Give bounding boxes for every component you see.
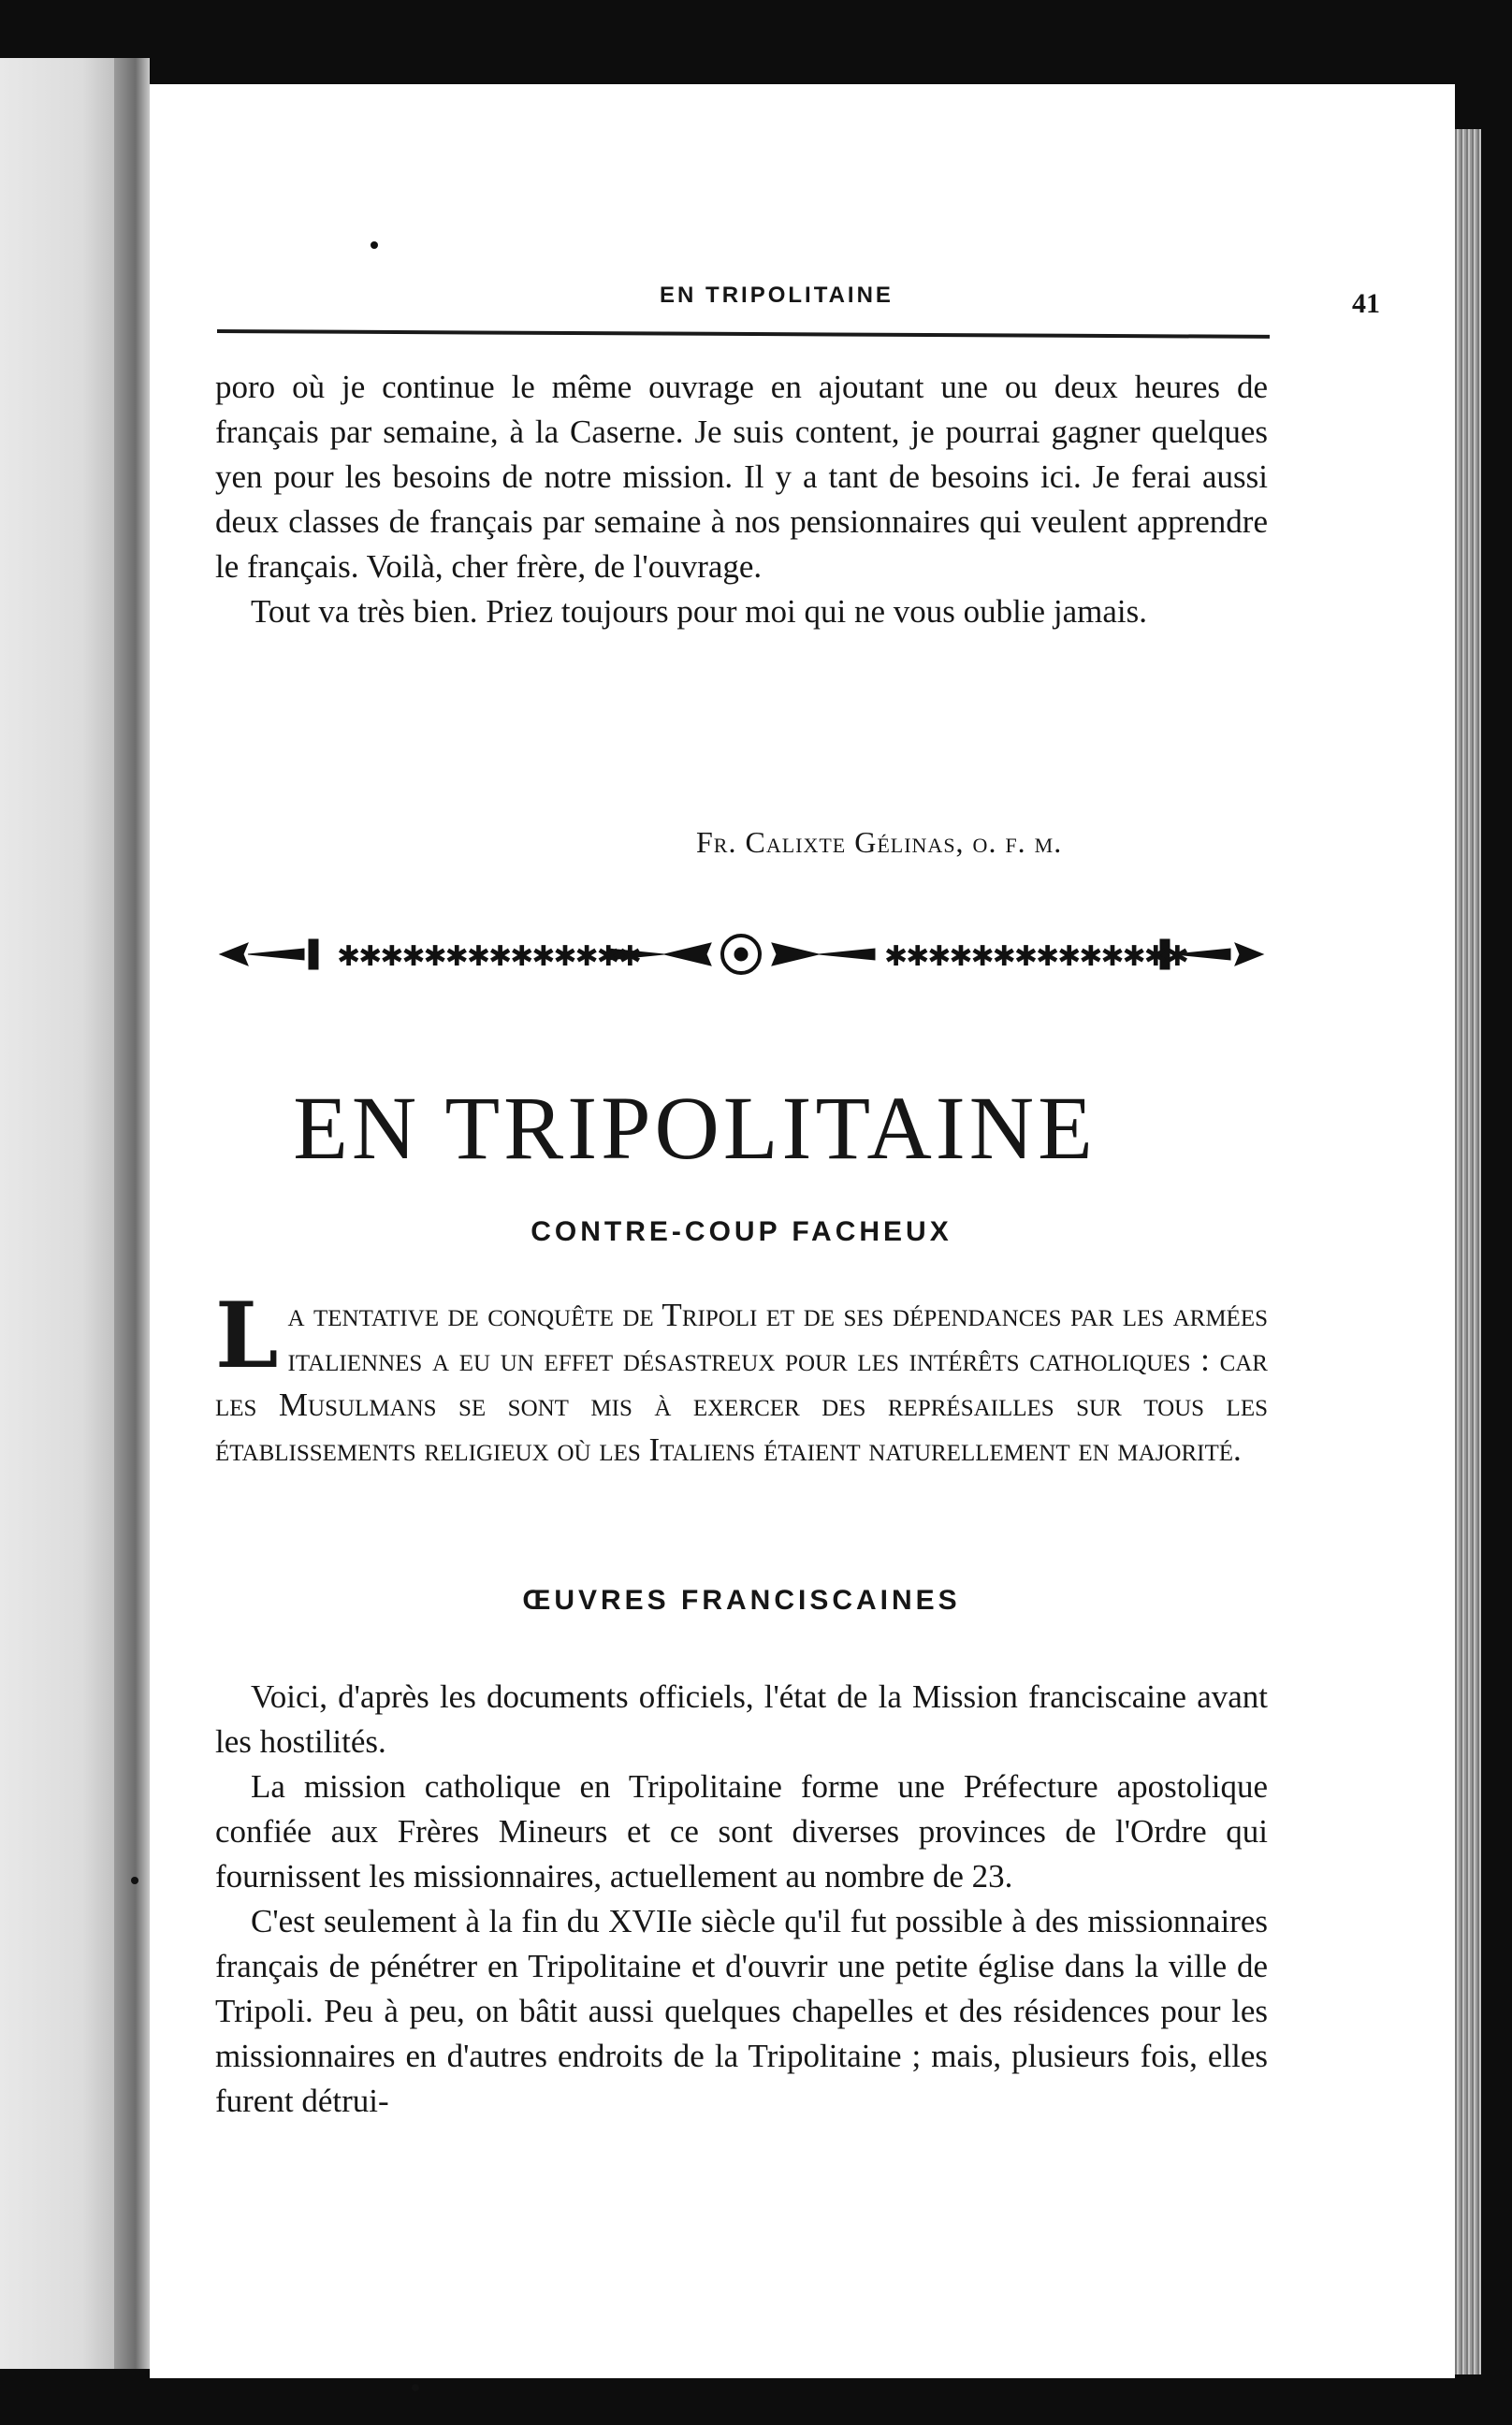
print-speck — [371, 241, 378, 249]
page-number: 41 — [1352, 288, 1380, 319]
page-stack-edge — [1455, 129, 1481, 2374]
letter-signature: Fr. Calixte Gélinas, o. f. m. — [696, 825, 1063, 859]
print-speck — [412, 2384, 419, 2391]
section-1-body — [215, 1283, 1268, 1473]
letter-paragraph-1: poro où je continue le même ouvrage en ajoutant une ou deux heures de français par semaine, à la Caserne. Je suis content, je pourrai gagner quelques yen pour les besoins de notre mission. Il y a tant de besoins ici. Je ferai aussi deux classes de français par semaine à nos pensionnaires qui veulent apprendre le français. Voilà, cher frère, de l'ouvrage. — [215, 369, 1268, 585]
section-2-body — [215, 1675, 1268, 2124]
letter-end — [215, 365, 1268, 634]
section-1-text: a tentative de conquête de Tripoli et de ses dépendances par les armées italiennes a eu un effet désastreux pour les intérêts catholiques : car les Musulmans se sont mis à exercer des représailles sur tous les établissements religieux où les Italiens étaient naturellement en majorité. — [215, 1297, 1268, 1468]
section-1-paragraph — [215, 1283, 1268, 1473]
book-page — [150, 84, 1455, 2378]
running-head: EN TRIPOLITAINE — [660, 283, 894, 308]
book-gutter — [114, 58, 150, 2369]
svg-text:✱✱✱✱✱✱✱✱✱✱✱✱✱✱: ✱✱✱✱✱✱✱✱✱✱✱✱✱✱ — [337, 940, 640, 973]
article-title: EN TRIPOLITAINE — [293, 1078, 1097, 1178]
page-content — [215, 84, 1418, 2378]
section-heading-oeuvres: ŒUVRES FRANCISCAINES — [522, 1585, 961, 1616]
previous-page-edge — [0, 58, 150, 2369]
section-2-paragraph-3: C'est seulement à la fin du XVIIe siècle qu'il fut possible à des missionnaires français de pénétrer en Tripolitaine et d'ouvrir une petite église dans la ville de Tripoli. Peu à peu, on bâtit aussi quelques chapelles et des résidences pour les missionnaires en d'autres endroits de la Tripolitaine ; mais, plusieurs fois, elles furent détrui- — [215, 1903, 1268, 2119]
letter-paragraph-2: Tout va très bien. Priez toujours pour moi qui ne vous oublie jamais. — [251, 593, 1147, 630]
section-2-paragraph-2: La mission catholique en Tripolitaine forme une Préfecture apostolique confiée aux Frères Mineurs et ce sont diverses provinces de l'Ordre qui fournissent les missionnaires, actuellement au nombre de 23. — [215, 1768, 1268, 1895]
drop-cap: L — [215, 1283, 279, 1388]
section-2-paragraph-1: Voici, d'après les documents officiels, l'état de la Mission franciscaine avant les hostilités. — [215, 1678, 1268, 1760]
header-rule — [217, 329, 1270, 339]
svg-text:✱✱✱✱✱✱✱✱✱✱✱✱✱✱: ✱✱✱✱✱✱✱✱✱✱✱✱✱✱ — [884, 940, 1187, 973]
ornamental-divider — [215, 926, 1268, 982]
section-heading-contre-coup: CONTRE-COUP FACHEUX — [531, 1216, 952, 1247]
print-speck — [131, 1877, 138, 1884]
